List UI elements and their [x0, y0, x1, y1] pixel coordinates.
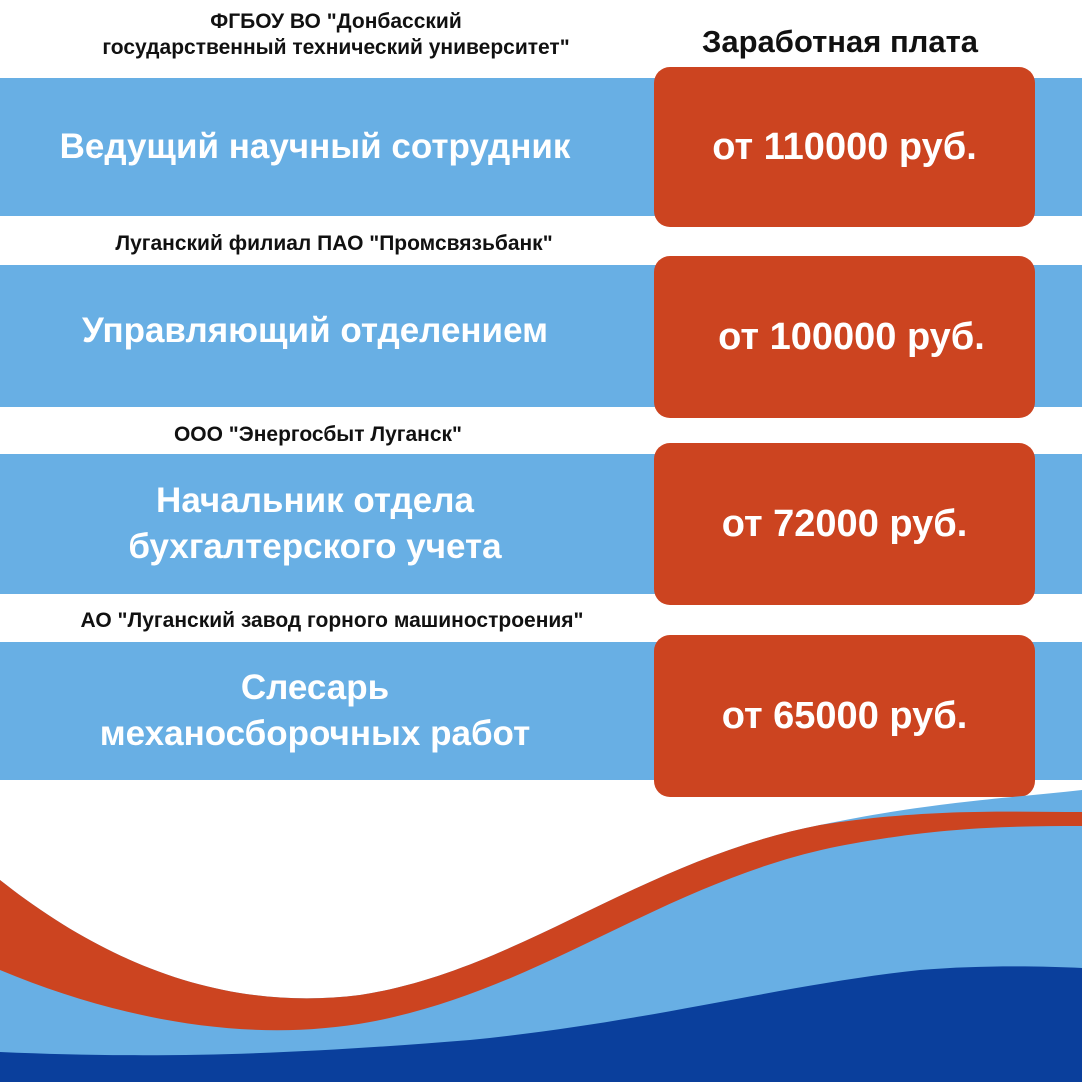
position-title: Слесарь механосборочных работ [99, 668, 531, 753]
employer-name: ФГБОУ ВО "Донбасский государственный технический университет" [102, 10, 570, 59]
decorative-wave [0, 790, 1082, 1082]
salary-badge: от 65000 руб. [654, 635, 1035, 797]
employer-name: ООО "Энергосбыт Луганск" [173, 423, 463, 446]
employer-name: Луганский филиал ПАО "Промсвязьбанк" [115, 232, 553, 255]
salary-badge: от 72000 руб. [654, 443, 1035, 605]
employer-name: АО "Луганский завод горного машиностроения" [80, 609, 584, 632]
salary-column-heading: Заработная плата [701, 24, 979, 59]
position-title: Ведущий научный сотрудник [59, 127, 571, 166]
salary-badge: от 100000 руб. [654, 256, 1035, 418]
position-title: Управляющий отделением [82, 311, 548, 350]
position-title: Начальник отдела бухгалтерского учета [128, 481, 502, 566]
salary-badge: от 110000 руб. [654, 67, 1035, 227]
